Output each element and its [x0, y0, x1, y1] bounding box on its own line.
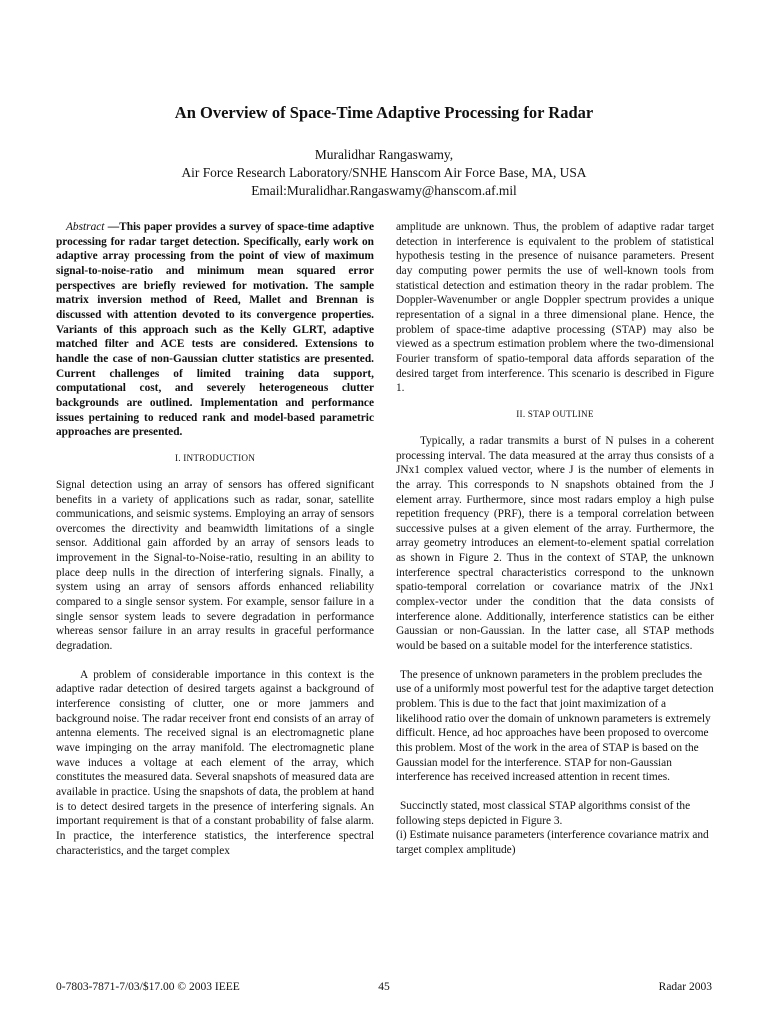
intro-paragraph-3: amplitude are unknown. Thus, the problem of adaptive radar target detection in interference is equivalent to the problem of statistical hypothesis testing in the presence of nuisance parameters. Present day computing power permits the use of well-known tools from statistical detection and estimation theory in the radar problem. The Doppler-Wavenumber or angle Doppler spectrum provides a unique representation of a signal in a three dimensional plane. Hence, the problem of space-time adaptive processing (STAP) may also be viewed as a spectrum estimation problem where the two-dimensional Fourier transform of spatio-temporal data affords separation of the desired target from interference. This scenario is described in Figure 1.	[396, 221, 714, 395]
stap-step-1: (i) Estimate nuisance parameters (interference covariance matrix and target complex amplitude)	[396, 829, 709, 856]
stap-paragraph-2: The presence of unknown parameters in the problem precludes the use of a uniformly most powerful test for the adaptive target detection problem. This is due to the fact that joint maximization of a likelihood ratio over the domain of unknown parameters is extremely difficult. Hence, ad hoc approaches have been proposed to overcome this problem. Most of the work in the area of STAP is based on the Gaussian model for the interference. STAP for non-Gaussian interference has received increased attention in recent times.	[396, 668, 714, 784]
author-name: Muralidhar Rangaswamy,	[314, 147, 454, 162]
paper-title: An Overview of Space-Time Adaptive Processing for Radar	[174, 103, 594, 122]
section-heading-stap-outline: II. STAP OUTLINE	[516, 408, 594, 419]
intro-paragraph-1: Signal detection using an array of sensors has offered significant benefits in a variety of applications such as radar, sonar, satellite communications, and seismic systems. Employing an array of sensors overcomes the directivity and beamwidth limitations of a single sensor. Additional gain afforded by an array of sensors leads to improvement in the Signal-to-Noise-ratio, resulting in an ability to place deep nulls in the direction of interfering signals. Finally, a system using an array of sensors affords enhanced reliability compared to a single sensor system. For example, sensor failure in a single sensor system leads to severe degradation in performance whereas sensor failure in an array results in graceful performance degradation.	[56, 478, 374, 653]
left-column	[56, 220, 374, 858]
right-column	[396, 220, 714, 858]
author-block	[0, 146, 768, 200]
author-affiliation: Air Force Research Laboratory/SNHE Hanscom Air Force Base, MA, USA	[181, 165, 587, 180]
abstract	[56, 220, 374, 440]
stap-paragraph-1: Typically, a radar transmits a burst of N pulses in a coherent processing interval. The data measured at the array thus consists of a JNx1 complex valued vector, where J is the number of elements in the array. This corresponds to N snapshots obtained from the J element array. Furthermore, since most radars employ a high pulse repetition frequency (PRF), there is a temporal correlation between successive pulses at a given element of the array. Furthermore, the array geometry introduces an element-to-element spatial correlation as shown in Figure 2. Thus in the context of STAP, the unknown interference spectral characteristics correspond to the unknown spatio-temporal correlation or covariance matrix of the JNx1 complex-vector under the condition that the data consists of interference alone. Additionally, interference statistics can be either Gaussian or non-Gaussian. In the latter case, all STAP methods would be based on a suitable model for the interference statistics.	[396, 434, 714, 653]
abstract-label: Abstract	[66, 221, 105, 233]
stap-paragraph-3: Succinctly stated, most classical STAP algorithms consist of the following steps depicted in Figure 3.	[396, 799, 691, 827]
abstract-text: —This paper provides a survey of space-time adaptive processing for radar target detection. Specifically, early work on adaptive array processing from the point of view of maximum signal-to-noise-ratio and minimum mean squared error perspectives are briefly reviewed for motivation. The sample matrix inversion method of Reed, Mallet and Brennan is discussed with attention devoted to its convergence properties. Variants of this approach such as the Kelly GLRT, adaptive matched filter and ACE tests are considered. Extensions to handle the case of non-Gaussian clutter statistics are presented. Current challenges of limited training data support, computational cost, and severely heterogeneous clutter backgrounds are outlined. Implementation and performance issues pertaining to reduced rank and model-based parametric approaches are presented.	[56, 221, 374, 439]
footer-page-number: 45	[378, 981, 390, 993]
footer-copyright: 0-7803-7871-7/03/$17.00 © 2003 IEEE	[56, 981, 240, 993]
intro-paragraph-2: A problem of considerable importance in this context is the adaptive radar detection of desired targets against a background of interference consisting of clutter, one or more jammers and background noise. The radar receiver front end consists of an array of antenna elements. The received signal is an electromagnetic plane wave impinging on the array manifold. The electromagnetic plane wave induces a voltage at each element of the array, which constitutes the measured data. Several snapshots of measured data are available in practice. Using the snapshots of data, the problem at hand is to detect desired targets in the presence of interfering signals. An important requirement is that of a constant probability of false alarm. In practice, the interference statistics, the interference spectral characteristics, and the target complex	[56, 668, 374, 857]
author-email: Email:Muralidhar.Rangaswamy@hanscom.af.mil	[251, 183, 517, 198]
section-heading-introduction: I. INTRODUCTION	[174, 452, 256, 463]
footer-conference: Radar 2003	[658, 981, 712, 993]
